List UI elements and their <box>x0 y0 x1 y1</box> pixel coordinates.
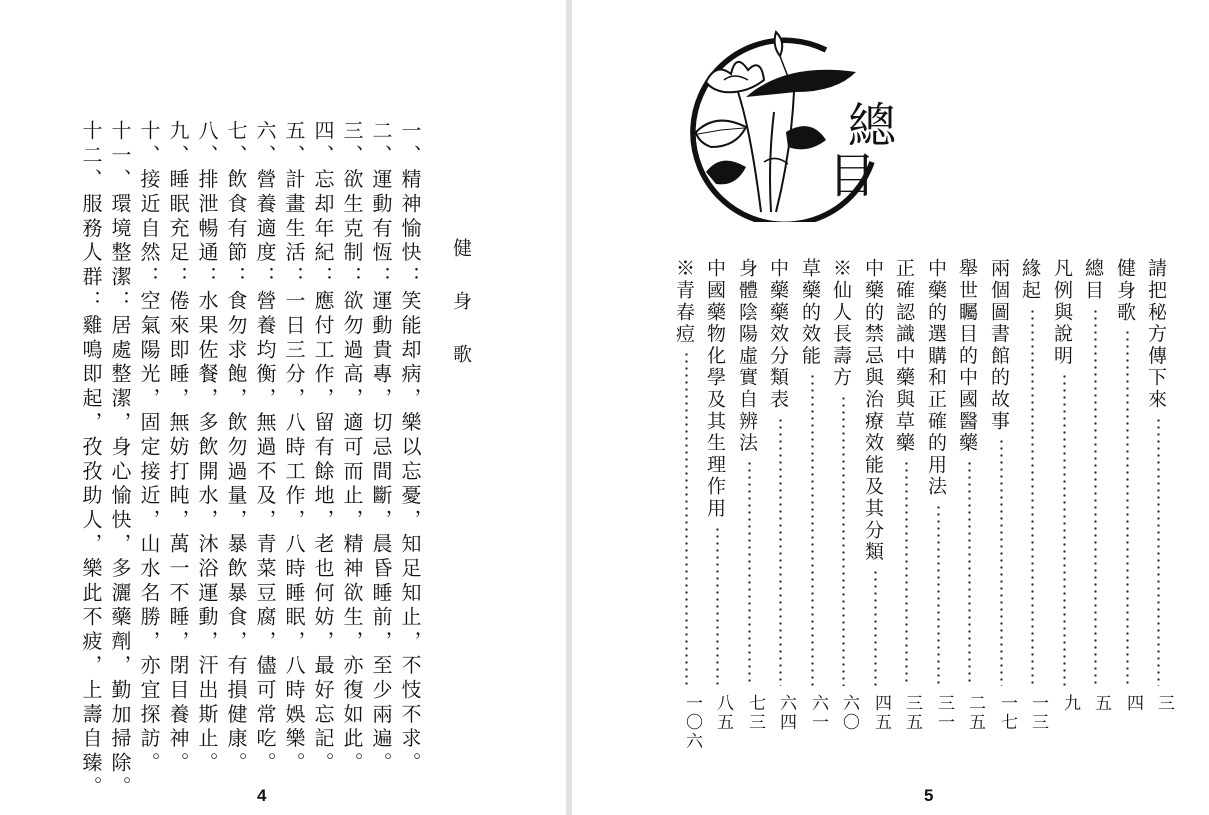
left-page <box>0 0 566 815</box>
heading-char-2: 目 <box>828 148 877 204</box>
poem-line: 二、運動有恆：運動貴專，切忌間斷，晨昏睡前，至少兩遍。 <box>369 120 393 777</box>
toc-entry <box>673 258 702 751</box>
toc-entry <box>1146 258 1172 740</box>
poem-line: 九、睡眠充足：倦來即睡，無妨打盹，萬一不睡，閉目養神。 <box>166 120 190 777</box>
toc-entry-page: 七三 <box>745 694 765 732</box>
toc-entry-page: 六〇 <box>839 694 859 732</box>
toc-entry-title: ※仙人長壽方 <box>830 258 852 389</box>
toc-entry-title: 凡例與說明 <box>1051 258 1073 367</box>
toc-entry-title: 兩個圖書館的故事 <box>988 258 1010 433</box>
poem-line: 四、忘却年紀：應付工作，留有餘地，老也何妨，最好忘記。 <box>311 120 335 777</box>
poem-line: 八、排泄暢通：水果佐餐，多飲開水，沐浴運動，汗出斯止。 <box>195 120 219 777</box>
toc-entry <box>1052 258 1078 740</box>
toc-entry-title: 請把秘方傳下來 <box>1145 258 1167 411</box>
poem-line: 七、飲食有節：食勿求飽，飲勿過量，暴飲暴食，有損健康。 <box>224 120 248 777</box>
toc-entry <box>1020 258 1046 740</box>
heading-char-1: 總 <box>848 98 897 154</box>
toc-entry <box>800 258 826 740</box>
toc-entry <box>1115 258 1141 740</box>
toc-leader-dots <box>779 417 782 686</box>
toc-entry-page: 四五 <box>871 694 891 732</box>
page-number: 5 <box>924 786 934 805</box>
toc-entry-title: 舉世矚目的中國醫藥 <box>956 258 978 455</box>
toc-entry-page: 五 <box>1091 694 1111 713</box>
toc-entry-title: 正確認識中藥與草藥 <box>893 258 915 455</box>
toc-entry-title: 中藥的選購和正確的用法 <box>925 258 947 498</box>
toc-entry <box>957 258 983 740</box>
toc-leader-dots <box>1063 373 1066 686</box>
poem-title: 健身歌 <box>450 238 472 397</box>
toc-leader-dots <box>968 460 971 686</box>
toc-entry-title: 中藥的禁忌與治療效能及其分類 <box>862 258 884 564</box>
toc-entry-page: 二五 <box>965 694 985 732</box>
toc-entry-page: 九 <box>1060 694 1080 713</box>
toc-leader-dots <box>1094 308 1097 686</box>
toc-leader-dots <box>1000 438 1003 686</box>
poem-line: 十二、服務人群：雞鳴即起，孜孜助人，樂此不疲，上壽自臻。 <box>79 120 103 801</box>
toc-entry-page: 八五 <box>713 694 733 732</box>
poem-line: 三、欲生克制：欲勿過高，適可而止，精神欲生，亦復如此。 <box>340 120 364 777</box>
toc-entry-page: 三一 <box>934 694 954 732</box>
page-number: 4 <box>257 786 267 805</box>
toc-entry <box>768 258 794 740</box>
toc-entry-title: 中藥藥效分類表 <box>767 258 789 411</box>
toc-entry-page: 三 <box>1154 694 1174 713</box>
poem-line: 一、精神愉快：笑能却病，樂以忘憂，知足知止，不忮不求。 <box>398 120 422 777</box>
toc-leader-dots <box>748 460 751 686</box>
toc-entry-title: 緣起 <box>1019 258 1041 302</box>
toc-entry-page: 一七 <box>997 694 1017 732</box>
toc-entry-title: 總目 <box>1082 258 1104 302</box>
toc-entry-title: 健身歌 <box>1114 258 1136 324</box>
toc-entry <box>831 258 857 740</box>
toc-entry-page: 四 <box>1123 694 1143 713</box>
poem-line: 十、接近自然：空氣陽光，固定接近，山水名勝，亦宜探訪。 <box>137 120 161 777</box>
toc-entry-title: 中國藥物化學及其生理作用 <box>704 258 726 520</box>
toc-leader-dots <box>1157 417 1160 686</box>
toc-entry-title: 身體陰陽虛實自辨法 <box>736 258 758 455</box>
toc-leader-dots <box>685 351 688 686</box>
toc-entry-page: 三五 <box>902 694 922 732</box>
toc-entry-page: 一〇六 <box>682 694 702 751</box>
poem-line: 五、計畫生活：一日三分，八時工作，八時睡眠，八時娛樂。 <box>282 120 306 777</box>
toc-leader-dots <box>874 569 877 686</box>
toc-leader-dots <box>842 395 845 686</box>
toc-entry <box>705 258 731 740</box>
toc-entry <box>1083 258 1109 740</box>
toc-entry <box>926 258 952 740</box>
toc-entry-page: 六四 <box>776 694 796 732</box>
toc-entry <box>894 258 920 740</box>
toc-entry <box>737 258 763 740</box>
toc-entry-title: ※青春痘 <box>673 258 695 346</box>
toc-leader-dots <box>1031 308 1034 686</box>
toc-entry <box>863 258 889 740</box>
poem-line: 十一、環境整潔：居處整潔，身心愉快，多灑藥劑，勤加掃除。 <box>108 120 132 801</box>
toc-leader-dots <box>905 460 908 686</box>
toc-leader-dots <box>1126 329 1129 686</box>
poem-line: 六、營養適度：營養均衡，無過不及，青菜豆腐，儘可常吃。 <box>253 120 277 777</box>
toc-entry <box>989 258 1015 740</box>
toc-entry-page: 六一 <box>808 694 828 732</box>
lotus-emblem-icon <box>676 22 896 222</box>
toc-leader-dots <box>716 526 719 686</box>
toc-leader-dots <box>937 504 940 686</box>
toc-entry-page: 一三 <box>1028 694 1048 732</box>
toc-entry-title: 草藥的效能 <box>799 258 821 367</box>
toc-leader-dots <box>811 373 814 686</box>
